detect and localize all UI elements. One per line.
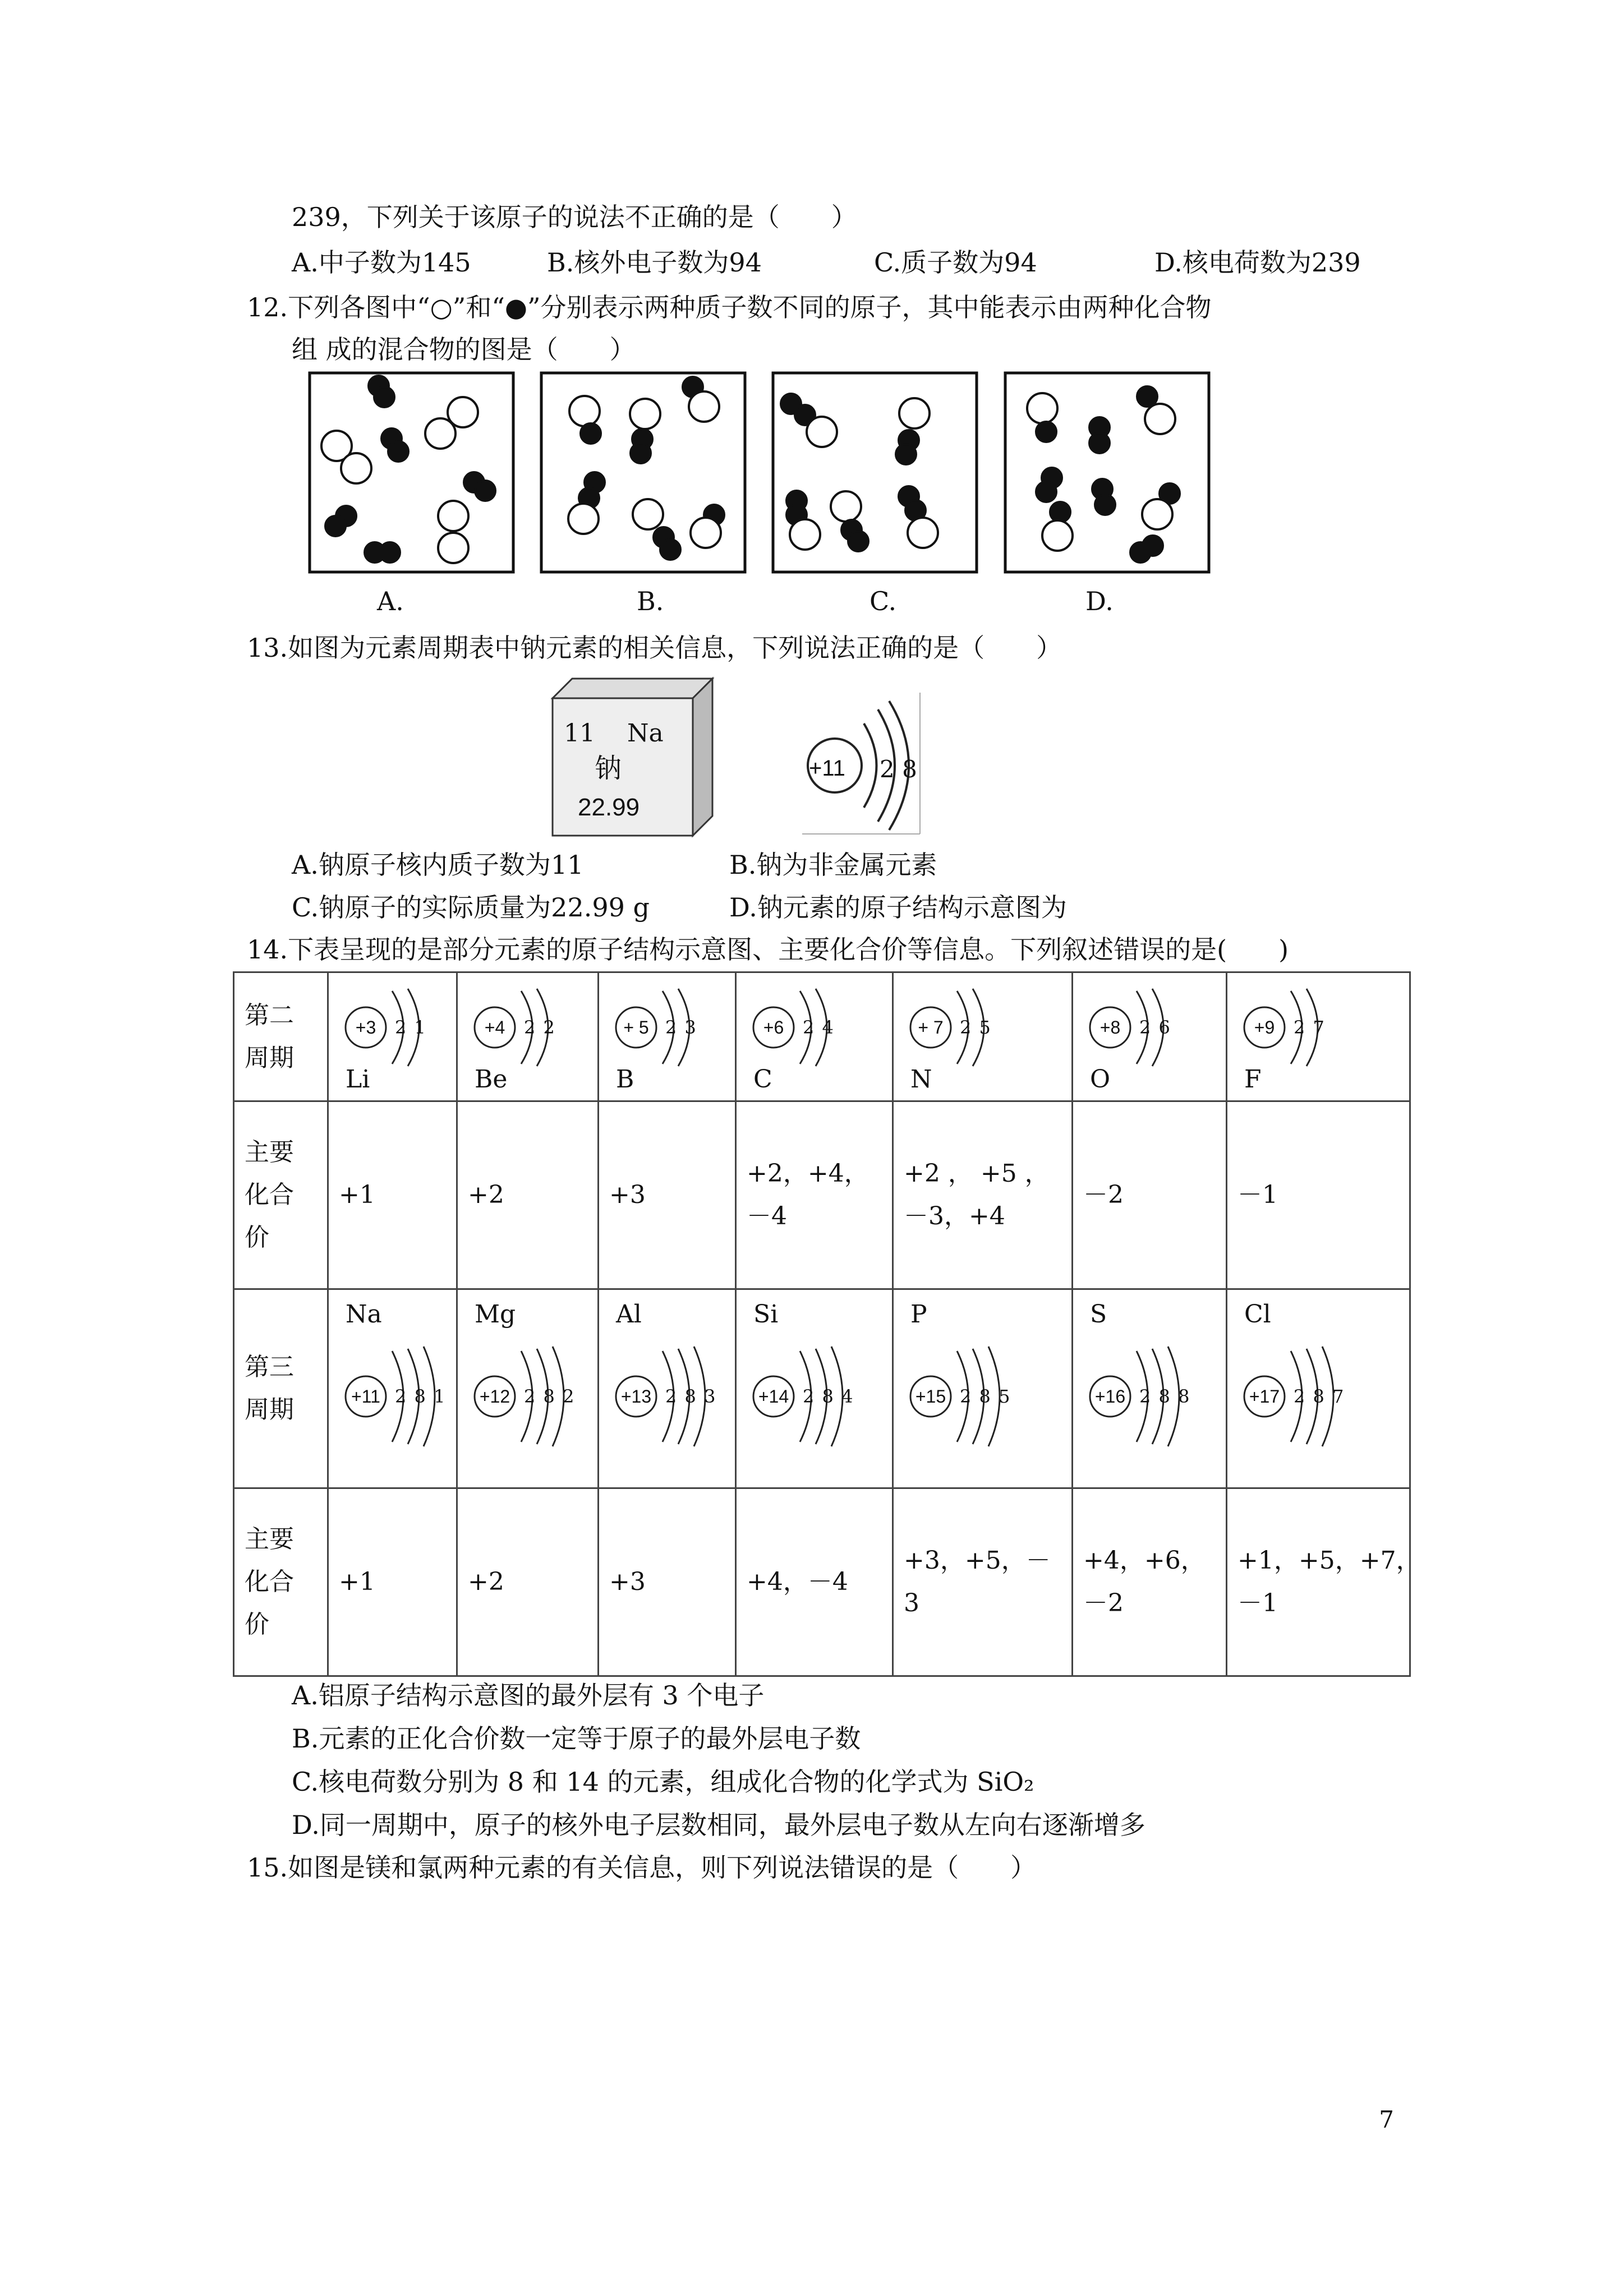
shell-electron-counts: 2 3 — [665, 1017, 697, 1038]
element-symbol: N — [910, 1065, 932, 1094]
q11-option-c: C.质子数为94 — [874, 247, 1037, 278]
element-symbol: S — [1090, 1300, 1107, 1329]
valence-si: +4，－4 — [736, 1488, 893, 1676]
nucleus-charge: +17 — [1249, 1386, 1280, 1407]
valence-s: +4，+6，－2 — [1073, 1488, 1227, 1676]
q13-option-c: C.钠原子的实际质量为22.99 g — [292, 892, 650, 923]
q12-label-c: C. — [869, 586, 897, 616]
element-table — [233, 971, 1421, 1677]
sodium-shell-electrons: 2 8 — [880, 755, 917, 783]
q14-option-d: D.同一周期中，原子的核外电子层数相同，最外层电子数从左向右逐渐增多 — [292, 1810, 1145, 1840]
period2-row — [234, 972, 1410, 1101]
q12-stem-line1: 12.下列各图中“○”和“●”分别表示两种质子数不同的原子，其中能表示由两种化合物 — [247, 292, 1212, 322]
q11-option-d: D.核电荷数为239 — [1154, 247, 1361, 278]
nucleus-charge: +4 — [484, 1017, 505, 1038]
element-cell-li — [328, 972, 457, 1101]
valence-n: +2 ， +5 ，－3，+4 — [893, 1101, 1073, 1289]
page-number: 7 — [1379, 2106, 1394, 2133]
element-cell-c — [736, 972, 893, 1101]
period2-header: 第二周期 — [234, 972, 328, 1101]
q14-stem: 14.下表呈现的是部分元素的原子结构示意图、主要化合价等信息。下列叙述错误的是( ) — [247, 934, 1289, 965]
sodium-tile-symbol: Na — [627, 719, 664, 748]
valence-b: +3 — [599, 1101, 736, 1289]
shell-electron-counts: 2 8 8 — [1139, 1386, 1191, 1407]
shell-electron-counts: 2 2 — [524, 1017, 556, 1038]
q11-option-b: B.核外电子数为94 — [547, 247, 762, 278]
element-cell-cl — [1227, 1289, 1410, 1488]
q15-stem: 15.如图是镁和氯两种元素的有关信息，则下列说法错误的是（ ） — [247, 1852, 1037, 1883]
nucleus-charge: + 7 — [918, 1017, 944, 1038]
valence-o: －2 — [1073, 1101, 1227, 1289]
element-symbol: B — [616, 1065, 634, 1094]
element-symbol: C — [753, 1065, 772, 1094]
atom-structure-diagram — [1237, 1343, 1350, 1450]
atom-structure-diagram — [904, 985, 1005, 1069]
valence-be: +2 — [457, 1101, 599, 1289]
nucleus-charge: +8 — [1099, 1017, 1121, 1038]
element-cell-b — [599, 972, 736, 1101]
valence-li: +1 — [328, 1101, 457, 1289]
atom-structure-diagram — [747, 1343, 859, 1450]
element-symbol: O — [1090, 1065, 1111, 1094]
atom-structure-diagram — [1083, 985, 1184, 1069]
nucleus-charge: +9 — [1254, 1017, 1275, 1038]
nucleus-charge: +11 — [351, 1386, 380, 1407]
q13-stem: 13.如图为元素周期表中钠元素的相关信息，下列说法正确的是（ ） — [247, 633, 1062, 663]
q11-option-a: A.中子数为145 — [292, 247, 471, 278]
q13-option-b: B.钠为非金属元素 — [729, 850, 937, 880]
q12-molecule-boxes — [303, 367, 1217, 580]
element-cell-s — [1073, 1289, 1227, 1488]
shell-electron-counts: 2 8 5 — [960, 1386, 1011, 1407]
valence-p: +3，+5，－3 — [893, 1488, 1073, 1676]
sodium-tile-number: 11 — [564, 719, 595, 748]
element-symbol: Li — [346, 1065, 370, 1094]
element-cell-al — [599, 1289, 736, 1488]
nucleus-charge: +3 — [355, 1017, 376, 1038]
element-cell-o — [1073, 972, 1227, 1101]
shell-electron-counts: 2 8 4 — [803, 1386, 854, 1407]
period3-row — [234, 1289, 1410, 1488]
valence-c: +2，+4，－4 — [736, 1101, 893, 1289]
nucleus-charge: +12 — [479, 1386, 510, 1407]
element-cell-be — [457, 972, 599, 1101]
valence-mg: +2 — [457, 1488, 599, 1676]
shell-electron-counts: 2 5 — [960, 1017, 992, 1038]
q14-option-c: C.核电荷数分别为 8 和 14 的元素，组成化合物的化学式为 SiO₂ — [292, 1767, 1034, 1797]
nucleus-charge: +6 — [763, 1017, 784, 1038]
valence-cl: +1，+5，+7，－1 — [1227, 1488, 1410, 1676]
atom-structure-diagram — [339, 985, 440, 1069]
element-symbol: Mg — [475, 1300, 516, 1329]
shell-electron-counts: 2 7 — [1294, 1017, 1326, 1038]
atom-structure-diagram — [609, 985, 710, 1069]
valence-f: －1 — [1227, 1101, 1410, 1289]
element-cell-f — [1227, 972, 1410, 1101]
element-symbol: F — [1244, 1065, 1262, 1094]
shell-electron-counts: 2 8 7 — [1294, 1386, 1345, 1407]
sodium-nucleus-charge: +11 — [809, 756, 845, 781]
box-a — [310, 373, 513, 572]
q11-stem: 239，下列关于该原子的说法不正确的是（ ） — [292, 202, 857, 232]
q14-option-a: A.铝原子结构示意图的最外层有 3 个电子 — [292, 1680, 765, 1711]
shell-electron-counts: 2 8 1 — [395, 1386, 447, 1407]
atom-structure-diagram — [1237, 985, 1338, 1069]
element-cell-mg — [457, 1289, 599, 1488]
shell-electron-counts: 2 1 — [395, 1017, 427, 1038]
period3-valence-header: 主要化合价 — [234, 1488, 328, 1676]
q12-label-b: B. — [637, 586, 664, 616]
element-cell-na — [328, 1289, 457, 1488]
q14-option-b: B.元素的正化合价数一定等于原子的最外层电子数 — [292, 1723, 861, 1754]
q12-label-a: A. — [377, 586, 404, 616]
valence-na: +1 — [328, 1488, 457, 1676]
shell-electron-counts: 2 8 2 — [524, 1386, 576, 1407]
nucleus-charge: +13 — [620, 1386, 652, 1407]
q13-option-a: A.钠原子核内质子数为11 — [292, 850, 584, 880]
shell-electron-counts: 2 4 — [803, 1017, 835, 1038]
atom-structure-diagram — [339, 1343, 451, 1450]
period2-valence-header: 主要化合价 — [234, 1101, 328, 1289]
period2-valence-row — [234, 1101, 1410, 1289]
period3-header: 第三周期 — [234, 1289, 328, 1488]
nucleus-charge: +16 — [1094, 1386, 1126, 1407]
atom-structure-diagram — [609, 1343, 721, 1450]
element-cell-p — [893, 1289, 1073, 1488]
atom-structure-diagram — [468, 1343, 580, 1450]
element-symbol: Cl — [1244, 1300, 1271, 1329]
nucleus-charge: +14 — [758, 1386, 789, 1407]
element-cell-si — [736, 1289, 893, 1488]
sodium-tile-name: 钠 — [595, 753, 622, 784]
element-symbol: Si — [753, 1300, 779, 1329]
shell-electron-counts: 2 6 — [1139, 1017, 1171, 1038]
nucleus-charge: +15 — [915, 1386, 946, 1407]
period3-valence-row — [234, 1488, 1410, 1676]
q12-stem-line2: 组 成的混合物的图是（ ） — [292, 334, 636, 365]
nucleus-charge: + 5 — [623, 1017, 649, 1038]
element-symbol: Be — [475, 1065, 508, 1094]
element-symbol: Na — [346, 1300, 382, 1329]
atom-structure-diagram — [747, 985, 848, 1069]
atom-structure-diagram — [904, 1343, 1016, 1450]
shell-electron-counts: 2 8 3 — [665, 1386, 717, 1407]
valence-al: +3 — [599, 1488, 736, 1676]
sodium-tile-mass: 22.99 — [578, 794, 640, 821]
element-symbol: Al — [616, 1300, 642, 1329]
element-cell-n — [893, 972, 1073, 1101]
q13-option-d: D.钠元素的原子结构示意图为 — [729, 892, 1067, 923]
atom-structure-diagram — [1083, 1343, 1195, 1450]
q12-label-d: D. — [1085, 586, 1114, 616]
atom-structure-diagram — [468, 985, 569, 1069]
element-symbol: P — [910, 1300, 927, 1329]
